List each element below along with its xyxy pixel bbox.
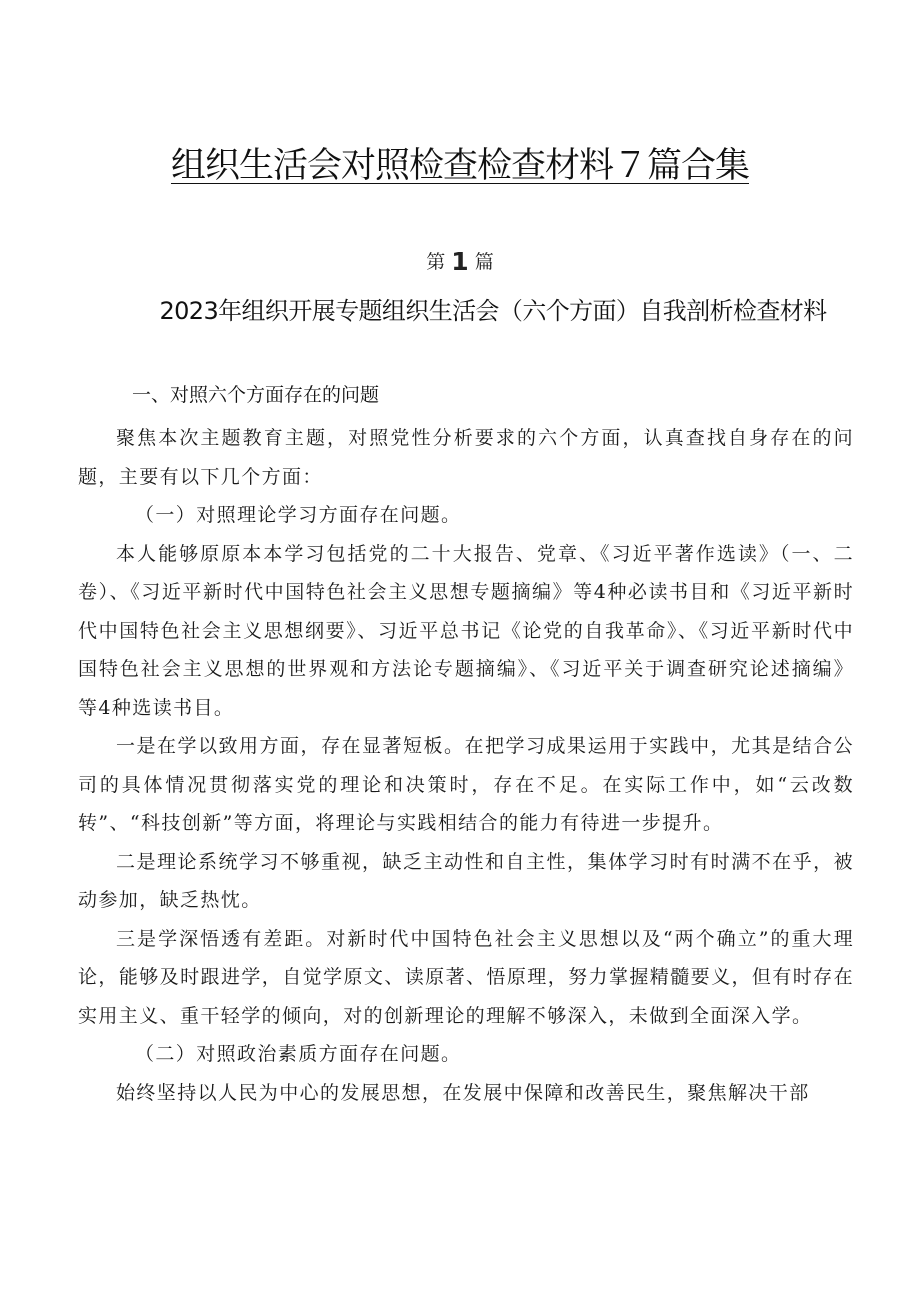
part-prefix: 第: [426, 251, 446, 273]
article-subtitle: 2023年组织开展专题组织生活会（六个方面）自我剖析检查材料: [159, 297, 827, 325]
paragraph: 聚焦本次主题教育主题，对照党性分析要求的六个方面，认真查找自身存在的问题，主要有以下几个方面：: [78, 427, 854, 488]
part-suffix: 篇: [474, 251, 494, 273]
subsection-heading: （二）对照政治素质方面存在问题。: [135, 1043, 462, 1065]
part-label: [0, 247, 920, 276]
part-number: 1: [451, 247, 469, 276]
document-title: 组织生活会对照检查检查材料７篇合集: [170, 146, 749, 186]
paragraph: 本人能够原原本本学习包括党的二十大报告、党章、《习近平著作选读》（一、二卷）、《习近平新时代中国特色社会主义思想专题摘编》等4种必读书目和《习近平新时代中国特色社会主义思想纲要》、习近平总书记《论党的自我革命》、《习近平新时代中国特色社会主义思想的世界观和方法论专题摘编》、《习近平关于调查研究论述摘编》等4种选读书目。: [78, 542, 854, 719]
subsection-heading: （一）对照理论学习方面存在问题。: [135, 504, 462, 526]
section-heading: 一、对照六个方面存在的问题: [132, 384, 380, 406]
paragraph: 三是学深悟透有差距。对新时代中国特色社会主义思想以及“两个确立”的重大理论，能够及时跟进学，自觉学原文、读原著、悟原理，努力掌握精髓要义，但有时存在实用主义、重干轻学的倾向，对的创新理论的理解不够深入，未做到全面深入学。: [78, 927, 854, 1027]
paragraph: 一是在学以致用方面，存在显著短板。在把学习成果运用于实践中，尤其是结合公司的具体情况贯彻落实党的理论和决策时，存在不足。在实际工作中，如“云改数转”、“科技创新”等方面，将理论与实践相结合的能力有待进一步提升。: [78, 735, 854, 834]
body-text: [78, 419, 854, 1112]
paragraph: 始终坚持以人民为中心的发展思想，在发展中保障和改善民生，聚焦解决干部: [116, 1081, 810, 1104]
paragraph: 二是理论系统学习不够重视，缺乏主动性和自主性，集体学习时有时满不在乎，被动参加，缺乏热忱。: [78, 850, 854, 911]
